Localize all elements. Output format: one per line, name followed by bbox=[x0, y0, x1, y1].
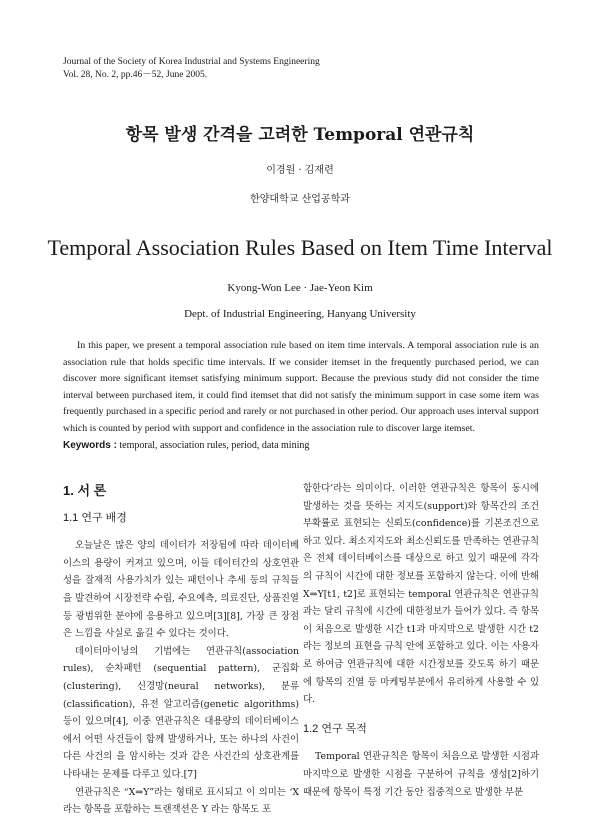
journal-name: Journal of the Society of Korea Industrial and Systems Engineering bbox=[63, 57, 320, 67]
right-column bbox=[303, 480, 539, 801]
keywords bbox=[63, 440, 539, 451]
left-column bbox=[63, 480, 299, 819]
korean-title: 항목 발생 간격을 고려한 Temporal 연관규칙 bbox=[125, 125, 475, 145]
paragraph: 오늘날은 많은 양의 데이터가 저장됨에 따라 데이터베이스의 용량이 커져고 있으며, 이들 데이터간의 상호연관성을 잘재적 사용가치가 있는 패턴이나 추세 등의 규칙들을 발견하여 시장전략 수립, 수요예측, 의료진단, 상품진열 등 광범위한 분야에 응용하고 있으며[3][8], 가장 큰 장점은 느낌을 사실로 옮길 수 있다는 것이다. bbox=[63, 540, 299, 640]
journal-volume: Vol. 28, No. 2, pp.46－52, June 2005. bbox=[63, 70, 208, 80]
subsection-heading-background: 1.1 연구 배경 bbox=[63, 511, 127, 524]
english-title: Temporal Association Rules Based on Item Time Interval bbox=[47, 235, 553, 260]
paragraph: 데이터마이닝의 기법에는 연관규칙(association rules), 순차패턴 (sequential pattern), 군집화(clustering), 신경망(neural networks), 분류(classification), 유전 알고리즘(genetic algorithms)등이 있으며[4], 이중 연관규칙은 대용량의 데이터베이스에서 어떤 사건들이 함께 발생하거나, 또는 하나의 사건이 다른 사건의 을 암시하는 것과 같은 사건간의 상호관계를 나타내는 문제를 다루고 있다.[7] bbox=[63, 645, 299, 780]
english-authors: Kyong-Won Lee · Jae-Yeon Kim bbox=[227, 282, 373, 294]
paragraph: 연관규칙은 “X⇒Y”라는 형태로 표시되고 이 의미는 ‘X 라는 항목을 포함하는 트랜잭션은 Y 라는 항목도 포 bbox=[63, 786, 299, 816]
subsection-heading-purpose: 1.2 연구 목적 bbox=[303, 722, 367, 735]
paragraph: Temporal 연관규칙은 항목이 처음으로 발생한 시점과 마지막으로 발생한 시점을 구분하여 규칙을 생성[2]하기 때문에 항목이 특정 기간 동안 집중적으로 발생한 부분 bbox=[303, 751, 539, 798]
korean-affiliation: 한양대학교 산업공학과 bbox=[250, 194, 350, 205]
section-heading-introduction: 1. 서 론 bbox=[63, 483, 107, 498]
abstract: In this paper, we present a temporal association rule based on item time intervals. A temporal association rule is an association rule that holds specific time intervals. If we consider itemset in the frequently purchased period, we can discover more significant itemset satisfying minimum support. Because the previous study did not consider the time interval between purchased item, it could find itemset that did not satisfy the minimum support in case some item was frequently purchased in a specific period and rarely or not purchased in other period. Our approach uses interval support which is counted by period with support and confidence in the association rule to discover large itemset. bbox=[63, 340, 539, 434]
korean-authors: 이경원 · 김재련 bbox=[266, 165, 334, 176]
journal-header bbox=[63, 56, 320, 82]
english-affiliation: Dept. of Industrial Engineering, Hanyang University bbox=[184, 308, 416, 320]
keywords-label: Keywords : bbox=[63, 440, 117, 451]
keywords-text: temporal, association rules, period, data mining bbox=[119, 440, 310, 451]
paragraph: 함한다’라는 의미이다. 이러한 연관규칙은 항목이 동시에 발생하는 것을 뜻하는 지지도(support)와 항목간의 조건부확률로 표현되는 신뢰도(confidence)를 기본조건으로 하고 있다. 최소지지도와 최소신뢰도를 만족하는 연관규칙은 전체 데이터베이스를 대상으로 하고 있기 때문에 각각의 규칙이 시간에 대한 정보를 포함하지 않는다. 이에 반해 X⇒Y[t1, t2]로 표현되는 temporal 연관규칙은 연관규칙과는 달리 규칙에 시간에 대한정보가 들어가 있다. 즉 항목이 처음으로 발생한 시간 t1과 마지막으로 발생한 시간 t2라는 정보의 표현을 규칙 안에 포함하고 있다. 이는 사용자로 하여금 연관규칙에 대한 시간정보를 갖도록 하기 때문에 항목의 진열 등 마케팅부분에서 유리하게 사용할 수 있다. bbox=[303, 483, 539, 706]
